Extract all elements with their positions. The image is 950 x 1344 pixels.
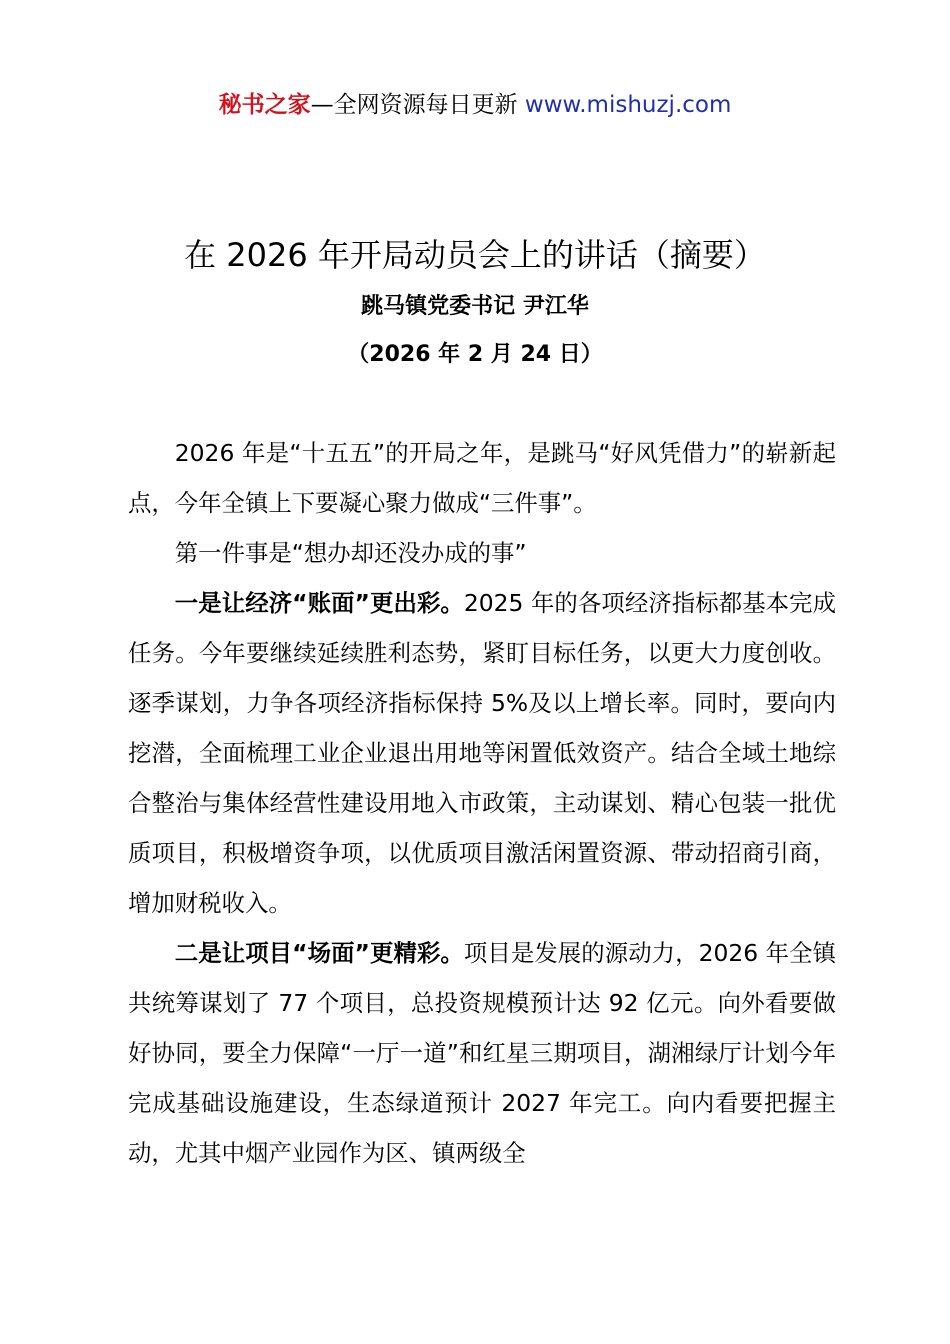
paragraph-text: 2025 年的各项经济指标都基本完成任务。今年要继续延续胜利态势，紧盯目标任务，以更大力度创收。逐季谋划，力争各项经济指标保持 5%及以上增长率。同时，要向内挖潜，全面梳理工业企业退出用地等闲置低效资产。结合全域土地综合整治与集体经营性建设用地入市政策，主动谋划、精心包装一批优质项目，积极增资争项，以优质项目激活闲置资源、带动招商引商，增加财税收入。 (128, 589, 837, 917)
paragraph-text: 2026 年是“十五五”的开局之年，是跳马“好风凭借力”的崭新起点，今年全镇上下要凝心聚力做成“三件事”。 (128, 439, 836, 517)
document-date: （2026 年 2 月 24 日） (347, 342, 603, 367)
site-header (0, 88, 950, 122)
paragraph-section-heading (128, 528, 836, 578)
site-url-link[interactable]: www.mishuzj.com (524, 92, 732, 118)
paragraph-lead: 二是让项目“场面”更精彩。 (174, 939, 464, 967)
paragraph-economy (128, 578, 836, 928)
document-body (128, 428, 836, 1178)
document-title: 在 2026 年开局动员会上的讲话（摘要） (184, 236, 766, 274)
paragraph-lead: 一是让经济“账面”更出彩。 (174, 589, 464, 617)
paragraph-intro (128, 428, 836, 528)
document-author: 跳马镇党委书记 尹江华 (361, 294, 589, 319)
brand-name: 秘书之家 (218, 92, 311, 118)
header-tagline: —全网资源每日更新 (310, 92, 518, 118)
paragraph-text: 项目是发展的源动力，2026 年全镇共统筹谋划了 77 个项目，总投资规模预计达 92 亿元。向外看要做好协同，要全力保障“一厅一道”和红星三期项目，湖湘绿厅计划今年完成基础设施建设，生态绿道预计 2027 年完工。向内看要把握主动，尤其中烟产业园作为区、镇两级全 (128, 939, 837, 1167)
paragraph-projects (128, 928, 836, 1178)
paragraph-text: 第一件事是“想办却还没办成的事” (174, 539, 527, 567)
